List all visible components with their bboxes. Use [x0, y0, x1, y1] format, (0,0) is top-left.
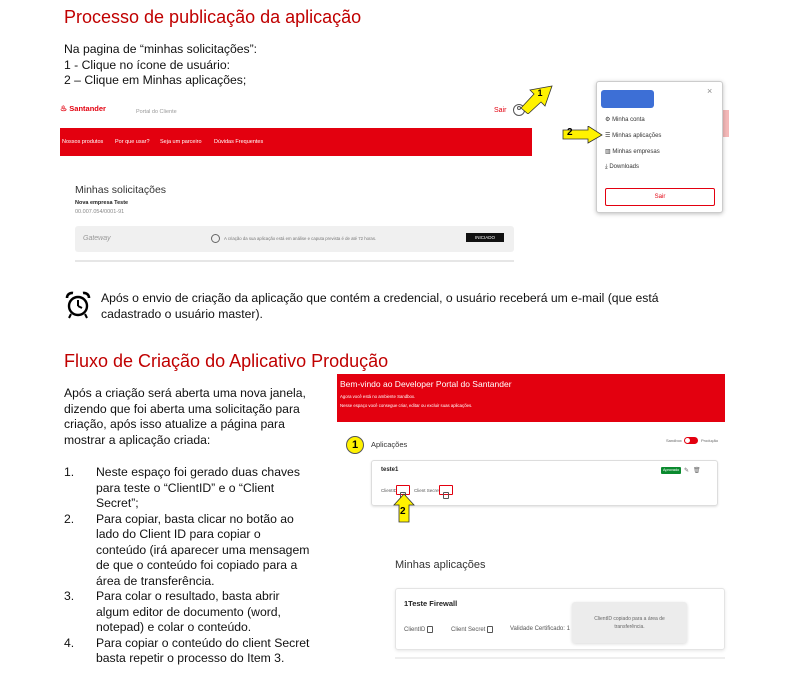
environment-toggle[interactable] — [684, 437, 698, 444]
welcome-title: Bem-vindo ao Developer Portal do Santander — [340, 379, 512, 389]
santander-logo: ♨ Santander — [60, 104, 106, 113]
portal-screenshot-requests — [60, 98, 532, 268]
section-title-publication: Processo de publicação da aplicação — [64, 7, 362, 27]
building-icon: ▥ — [605, 149, 611, 155]
my-client-id-label: ClientID — [404, 626, 433, 633]
client-id-label: ClientID — [381, 488, 398, 493]
intro-line: 2 – Clique em Minhas aplicações; — [64, 73, 247, 87]
nav-item[interactable]: Seja um parceiro — [160, 139, 202, 145]
page-title: Minhas solicitações — [75, 184, 167, 196]
nav-item[interactable]: Nossos produtos — [62, 139, 104, 145]
clock-icon — [211, 234, 220, 243]
trash-icon[interactable]: 🗑 — [693, 468, 701, 474]
menu-item-minhas-empresas[interactable]: ▥ Minhas empresas — [605, 149, 660, 155]
email-note: Após o envio de criação da aplicação que contém a credencial, o usuário receberá um e-mail (que está cadastrado o usuário master). — [101, 291, 659, 321]
user-avatar-block — [601, 90, 654, 108]
menu-item-minhas-aplicacoes[interactable]: ☰ Minhas aplicações — [605, 133, 662, 139]
callout-circle-1: 1 — [346, 436, 364, 454]
edit-icon[interactable]: ✎ — [684, 468, 690, 474]
company-doc: 00.007.054/0001-91 — [75, 209, 125, 215]
steps-list — [64, 465, 314, 667]
welcome-sub-1: Agora você está no ambiente Sandbox. — [340, 394, 416, 399]
toggle-sandbox-label: Sandbox — [666, 438, 682, 443]
menu-item-downloads[interactable]: ⤓ Downloads — [605, 164, 640, 170]
row-message: A criação da sua aplicação está em análise e caputa prevista é de até 72 horas. — [224, 236, 377, 241]
copied-toast: ClientID copiado para a área de transferência. — [572, 602, 687, 643]
my-app-card — [395, 588, 725, 650]
flame-icon: ♨ — [60, 104, 68, 113]
status-badge: INICIADO — [466, 233, 504, 242]
nav-item[interactable]: Por que usar? — [115, 139, 150, 145]
logout-button[interactable]: Sair — [605, 188, 715, 206]
apps-label: Aplicações — [371, 440, 408, 449]
list-divider — [395, 657, 725, 659]
step-item: 2. Para copiar, basta clicar no botão ao lado do Client ID para copiar o conteúdo (irá aparecer uma mensagem de que o conteúdo foi copiado para a área de transferência. — [64, 511, 310, 588]
toggle-producao-label: Produção — [701, 438, 719, 443]
my-app-name: 1Teste Firewall — [404, 599, 458, 608]
divider — [75, 260, 514, 262]
nav-item[interactable]: Dúvidas Frequentes — [214, 139, 264, 145]
list-icon: ☰ — [605, 133, 611, 139]
approved-badge: Aprovado — [663, 468, 680, 472]
copy-icon[interactable] — [427, 626, 433, 633]
step-item: 3. Para colar o resultado, basta abrir algum editor de documento (word, notepad) e colar o conteúdo. — [64, 589, 281, 634]
pink-edge — [722, 110, 729, 137]
my-client-secret-label: Client Secret — [451, 626, 493, 633]
my-apps-title: Minhas aplicações — [395, 559, 486, 571]
alarm-clock-icon — [64, 291, 92, 319]
welcome-sub-2: Nesse espaço você consegue criar, editar ou excluir suas aplicações. — [340, 403, 473, 408]
step-item: 1. Neste espaço foi gerado duas chaves para teste o “ClientID” e o “Client Secret”; — [64, 465, 300, 510]
intro-text — [64, 42, 257, 89]
intro-line: Na pagina de “minhas solicitações”: — [64, 42, 258, 56]
copy-client-secret-button[interactable] — [439, 485, 453, 495]
app-card — [371, 460, 718, 506]
header-subtitle: Portal do Cliente — [136, 109, 177, 115]
production-paragraph: Após a criação será aberta uma nova janela, dizendo que foi aberta uma solicitação para criação, após isso atualize a página para mostrar a aplicação criada: — [64, 386, 306, 447]
download-icon: ⤓ — [605, 164, 608, 170]
menu-item-minha-conta[interactable]: ⚙ Minha conta — [605, 117, 645, 123]
copy-icon[interactable] — [487, 626, 493, 633]
validity-label: Validade Certificado: 1 — [510, 626, 570, 632]
row-name: Gateway — [83, 235, 111, 242]
callout-number-2: 2 — [567, 127, 573, 138]
callout-number-1: 1 — [537, 88, 543, 98]
gear-icon: ⚙ — [605, 117, 611, 123]
nav-bar — [60, 128, 532, 156]
copy-icon — [443, 492, 449, 499]
section-title-production: Fluxo de Criação do Aplicativo Produção — [64, 351, 389, 371]
request-row — [75, 226, 514, 252]
user-menu-dropdown — [596, 81, 723, 213]
developer-portal-banner — [337, 374, 725, 422]
close-icon[interactable]: × — [707, 86, 713, 96]
intro-line: 1 - Clique no ícone de usuário: — [64, 57, 230, 72]
sair-link[interactable]: Sair — [494, 107, 507, 114]
client-secret-label: Client Secret — [414, 488, 440, 493]
company-name: Nova empresa Teste — [75, 200, 129, 206]
app-name: teste1 — [381, 467, 399, 473]
callout-number-2b: 2 — [400, 506, 406, 517]
step-item: 4. Para copiar o conteúdo do client Secret basta repetir o processo do Item 3. — [64, 635, 310, 665]
